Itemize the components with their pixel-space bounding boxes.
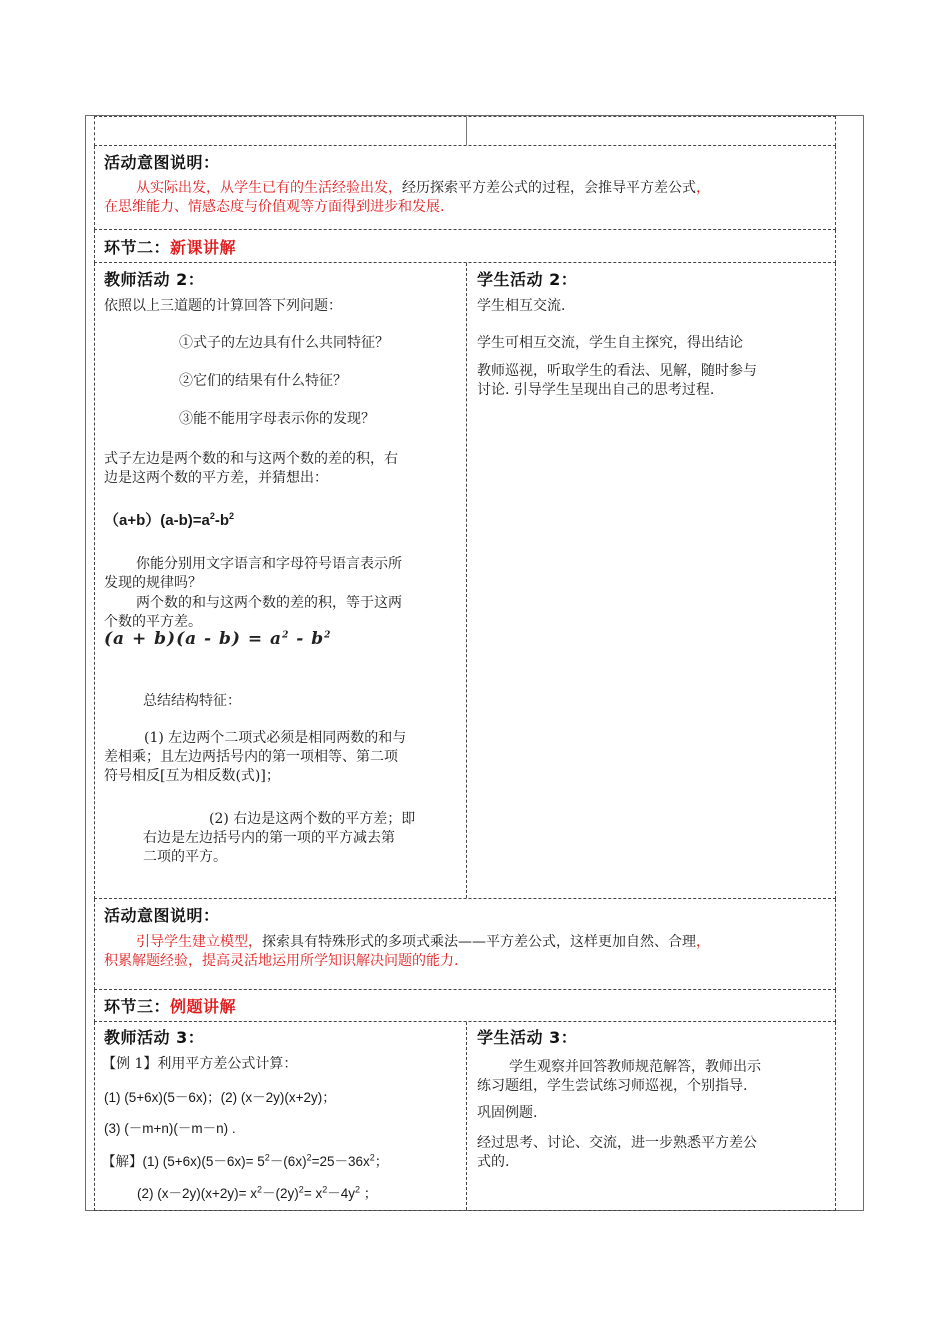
student-activity-heading: 学生活动 3： [477, 1028, 578, 1047]
prompt [104, 555, 460, 593]
prompt-line: 发现的规律吗？ [104, 575, 202, 591]
summary-heading: 总结结构特征： [143, 693, 241, 709]
student-activity-2 [467, 263, 835, 898]
solution-exp: 2 [257, 1184, 263, 1195]
stage-2-title [104, 235, 236, 258]
activity-3-row [94, 1022, 836, 1211]
answer-line: 个数的平方差。 [104, 614, 202, 630]
teacher-activity-3 [95, 1022, 467, 1210]
summary-line: 差相乘；且左边两括号内的第一项相等、第二项 [104, 749, 398, 765]
intent-text-black: 探索具有特殊形式的多项式乘法——平方差公式，这样更加自然、合理 [262, 934, 696, 950]
formula-part: - b [289, 629, 325, 649]
formula-exp: 2 [209, 511, 215, 521]
formula-part: (a + b)(a - b) = a [104, 629, 283, 649]
intent-text-red-2: 在思维能力、情感态度与价值观等方面得到进步和发展. [104, 199, 445, 215]
stage-3-header [94, 990, 836, 1022]
stage-label: 环节二： [104, 238, 171, 257]
empty-cell-left [95, 117, 467, 145]
solution-part: ； [374, 1154, 389, 1169]
activity-2-row [94, 263, 836, 899]
answer-line: 两个数的和与这两个数的差的积，等于这两 [136, 595, 402, 611]
solution-part: ； [360, 1186, 378, 1201]
student-line: 学生相互交流. [477, 298, 566, 314]
example-problems: (3) (－m+n)(－m－n) . [104, 1121, 236, 1136]
student-activity-heading: 学生活动 2： [477, 270, 578, 289]
formula-part: （a+b）(a-b)=a [104, 512, 210, 529]
activity-intent-section-2 [94, 899, 836, 990]
solution-part: －4y [327, 1186, 355, 1201]
student-line [477, 362, 757, 400]
teacher-activity-2 [95, 263, 467, 898]
activity-intent-section-1 [94, 146, 836, 230]
intent-punct: ， [696, 180, 710, 196]
solution-exp: 2 [264, 1152, 270, 1163]
student-line-part: 经过思考、讨论、交流，进一步熟悉平方差公 [477, 1135, 757, 1151]
student-line-part: 式的. [477, 1154, 510, 1170]
formula-part: -b [214, 512, 230, 529]
summary-line: 符号相反[互为相反数(式)]； [104, 768, 280, 784]
summary-line: 右边是左边括号内的第一项的平方减去第 [143, 830, 395, 846]
intent-heading: 活动意图说明： [104, 906, 220, 925]
student-line [477, 1058, 761, 1096]
formula-image [104, 629, 331, 649]
summary-1 [104, 729, 406, 786]
stage-title: 例题讲解 [170, 997, 237, 1016]
student-line [477, 1134, 757, 1172]
intent-text-red-2: 积累解题经验，提高灵活地运用所学知识解决问题的能力. [104, 953, 459, 969]
solution-exp: 2 [298, 1184, 304, 1195]
student-line: 巩固例题. [477, 1105, 538, 1121]
summary-line: (2) 右边是这两个数的平方差；即 [209, 811, 416, 827]
observation-line: 边是这两个数的平方差，并猜想出： [104, 470, 328, 486]
teacher-activity-heading: 教师活动 3： [104, 1028, 205, 1047]
student-line-part: 学生观察并回答教师规范解答，教师出示 [509, 1059, 761, 1075]
intent-text-red: 从实际出发，从学生已有的生活经验出发， [136, 180, 402, 196]
student-activity-3 [467, 1022, 835, 1210]
teacher-intro: 依照以上三道题的计算回答下列问题： [104, 298, 342, 314]
example-problems: (1) (5+6x)(5－6x)；(2) (x－2y)(x+2y)； [104, 1090, 336, 1105]
student-line: 学生可相互交流，学生自主探究，得出结论 [477, 335, 743, 351]
summary-line: (1) 左边两个二项式必须是相同两数的和与 [144, 730, 407, 746]
student-line-part: 练习题组，学生尝试练习师巡视，个别指导. [477, 1078, 748, 1094]
student-line-part: 讨论. 引导学生呈现出自己的思考过程. [477, 382, 715, 398]
prompt-line: 你能分别用文字语言和字母符号语言表示所 [136, 556, 402, 572]
formula-bold [104, 509, 234, 530]
intent-text [104, 179, 829, 217]
intent-text [104, 933, 829, 971]
solution-exp: 2 [306, 1152, 312, 1163]
stage-label: 环节三： [104, 997, 171, 1016]
solution-part: －(2y) [262, 1186, 299, 1201]
student-line-part: 教师巡视，听取学生的看法、见解，随时参与 [477, 363, 757, 379]
empty-row [94, 116, 836, 146]
formula-exp: 2 [282, 630, 290, 641]
teacher-activity-heading: 教师活动 2： [104, 270, 205, 289]
observation [104, 450, 398, 488]
solution-1 [102, 1152, 388, 1171]
formula-exp: 2 [229, 511, 235, 521]
intent-punct: ， [696, 934, 710, 950]
solution-exp: 2 [354, 1184, 360, 1195]
solution-2 [137, 1184, 377, 1203]
stage-2-header [94, 230, 836, 263]
solution-part: (2) (x－2y)(x+2y)= x [137, 1186, 258, 1201]
stage-title: 新课讲解 [170, 238, 237, 257]
summary-line: 二项的平方。 [143, 849, 227, 865]
question-3: ③能不能用字母表示你的发现？ [179, 411, 375, 427]
solution-part: = x [303, 1186, 323, 1201]
solution-exp: 2 [322, 1184, 328, 1195]
solution-exp: 2 [369, 1152, 375, 1163]
solution-part: 【解】(1) (5+6x)(5－6x)= 5 [102, 1154, 265, 1169]
solution-part: =25－36x [311, 1154, 370, 1169]
question-2: ②它们的结果有什么特征？ [179, 373, 347, 389]
intent-text-red: 引导学生建立模型， [136, 934, 262, 950]
empty-cell-right [467, 117, 835, 145]
intent-text-black: 经历探索平方差公式的过程，会推导平方差公式 [402, 180, 696, 196]
stage-3-title [104, 994, 236, 1017]
example-title: 【例 1】利用平方差公式计算： [102, 1056, 298, 1072]
lesson-plan-table [94, 116, 836, 1211]
summary-2 [143, 810, 415, 867]
solution-part: －(6x) [269, 1154, 307, 1169]
intent-heading: 活动意图说明： [104, 153, 220, 172]
question-1: ①式子的左边具有什么共同特征？ [179, 335, 389, 351]
observation-line: 式子左边是两个数的和与这两个数的差的积，右 [104, 451, 398, 467]
formula-exp: 2 [324, 630, 332, 641]
answer [104, 594, 402, 632]
